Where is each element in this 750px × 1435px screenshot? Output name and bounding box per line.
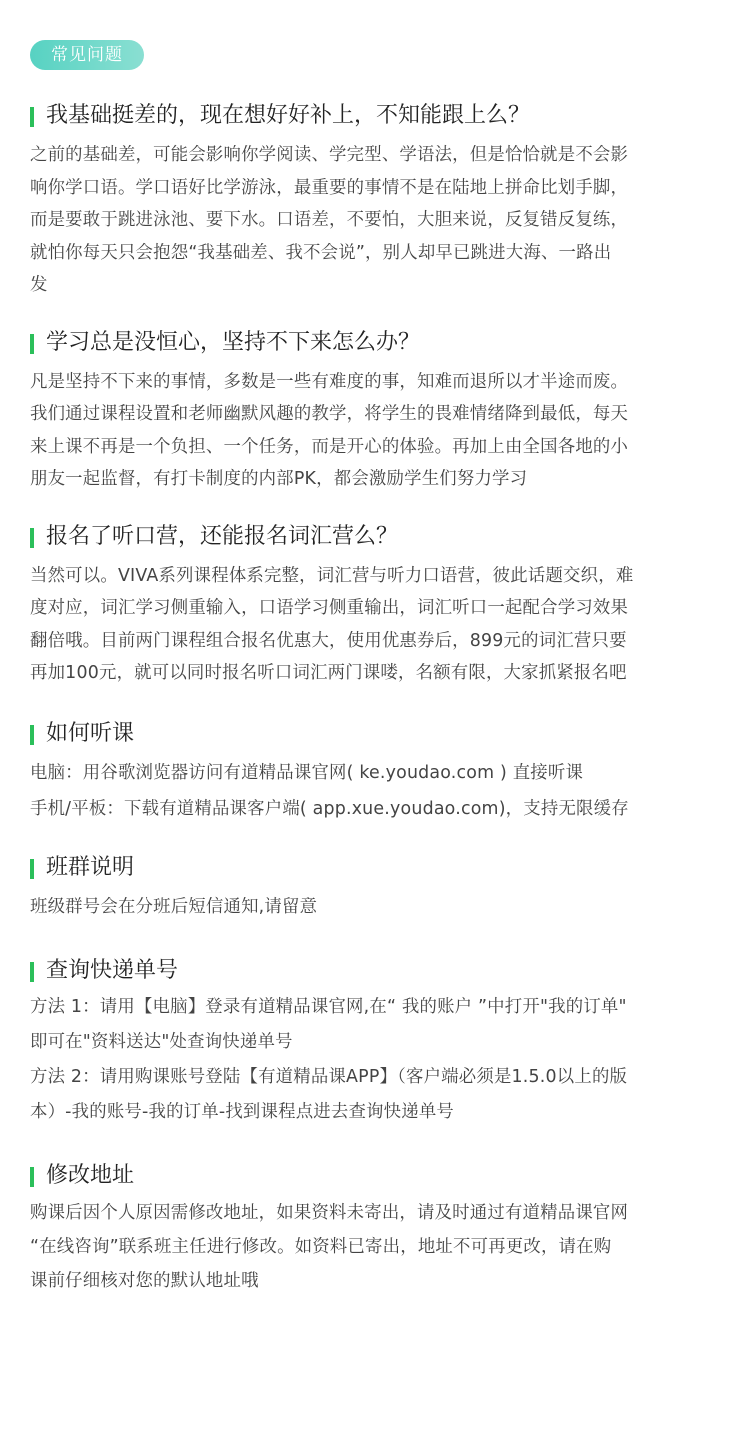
section-title — [30, 718, 720, 750]
title-accent-bar — [30, 962, 34, 982]
section-title-text: 学习总是没恒心，坚持不下来怎么办？ — [46, 329, 421, 355]
title-accent-bar — [30, 859, 34, 879]
faq-section-how-to-attend — [30, 718, 720, 827]
title-accent-bar — [30, 107, 34, 127]
body-line: 课前仔细核对您的默认地址哦 — [30, 1270, 259, 1291]
section-title — [30, 955, 720, 987]
body-line: 购课后因个人原因需修改地址，如果资料未寄出，请及时通过有道精品课官网 — [30, 1202, 629, 1223]
section-body — [30, 366, 720, 496]
section-title — [30, 327, 720, 359]
body-line: 来上课不再是一个负担、一个任务，而是开心的体验。再加上由全国各地的小 — [30, 436, 629, 457]
body-line: 翻倍哦。目前两门课程组合报名优惠大，使用优惠券后，899元的词汇营只要 — [30, 630, 627, 651]
section-title-text: 我基础挺差的，现在想好好补上，不知能跟上么？ — [46, 103, 531, 128]
faq-section-persistence — [30, 327, 720, 496]
section-body — [30, 990, 720, 1130]
section-title-text: 修改地址 — [46, 1162, 135, 1188]
section-title — [30, 852, 720, 884]
section-body — [30, 1196, 720, 1298]
section-title-text: 查询快递单号 — [46, 957, 179, 983]
title-accent-bar — [30, 528, 34, 548]
body-line: 就怕你每天只会抱怨“我基础差、我不会说”，别人却早已跳进大海、一路出 — [30, 242, 612, 263]
body-line: 朋友一起监督，有打卡制度的内部PK，都会激励学生们努力学习 — [30, 469, 528, 489]
faq-section-address — [30, 1160, 720, 1298]
section-title-text: 班群说明 — [46, 854, 135, 880]
body-line: “在线咨询”联系班主任进行修改。如资料已寄出，地址不可再更改，请在购 — [30, 1236, 612, 1257]
section-body — [30, 139, 720, 302]
body-line: 手机/平板：下载有道精品课客户端( app.xue.youdao.com)，支持无限缓存 — [30, 798, 629, 819]
section-body — [30, 755, 720, 827]
body-line: 之前的基础差，可能会影响你学阅读、学完型、学语法，但是恰恰就是不会影 — [30, 145, 629, 165]
body-line: 我们通过课程设置和老师幽默风趣的教学，将学生的畏难情绪降到最低，每天 — [30, 404, 629, 424]
faq-section-vocab-camp — [30, 521, 720, 690]
body-line: 电脑：用谷歌浏览器访问有道精品课官网( ke.youdao.com ) 直接听课 — [30, 762, 584, 783]
title-accent-bar — [30, 725, 34, 745]
body-line: 当然可以。VIVA系列课程体系完整，词汇营与听力口语营，彼此话题交织，难 — [30, 565, 634, 586]
section-title — [30, 521, 720, 553]
body-line: 而是要敢于跳进泳池、要下水。口语差，不要怕，大胆来说，反复错反复练， — [30, 210, 629, 230]
body-line: 方法 2：请用购课账号登陆【有道精品课APP】（客户端必须是1.5.0以上的版 — [30, 1066, 628, 1087]
section-title-text: 报名了听口营，还能报名词汇营么？ — [46, 523, 399, 549]
body-line: 即可在"资料送达"处查询快递单号 — [30, 1031, 293, 1052]
faq-section-tracking — [30, 955, 720, 1130]
body-line: 发 — [30, 275, 48, 295]
body-line: 度对应，词汇学习侧重输入，口语学习侧重输出，词汇听口一起配合学习效果 — [30, 598, 629, 618]
body-line: 响你学口语。学口语好比学游泳，最重要的事情不是在陆地上拼命比划手脚， — [30, 177, 629, 198]
section-title — [30, 100, 720, 132]
body-line: 凡是坚持不下来的事情，多数是一些有难度的事，知难而退所以才半途而废。 — [30, 371, 629, 392]
body-line: 本）-我的账号-我的订单-找到课程点进去查询快递单号 — [30, 1101, 455, 1122]
faq-section-class-group — [30, 852, 720, 925]
title-accent-bar — [30, 1167, 34, 1187]
body-line: 方法 1：请用【电脑】登录有道精品课官网,在“ 我的账户 ”中打开"我的订单" — [30, 996, 627, 1017]
section-title-text: 如何听课 — [46, 720, 135, 746]
section-title — [30, 1160, 720, 1192]
faq-section-basics — [30, 100, 720, 302]
body-line: 班级群号会在分班后短信通知,请留意 — [30, 896, 318, 917]
body-line: 再加100元，就可以同时报名听口词汇两门课喽，名额有限，大家抓紧报名吧 — [30, 663, 627, 683]
faq-badge: 常见问题 — [30, 40, 144, 70]
section-body — [30, 889, 720, 925]
title-accent-bar — [30, 334, 34, 354]
section-body — [30, 560, 720, 690]
